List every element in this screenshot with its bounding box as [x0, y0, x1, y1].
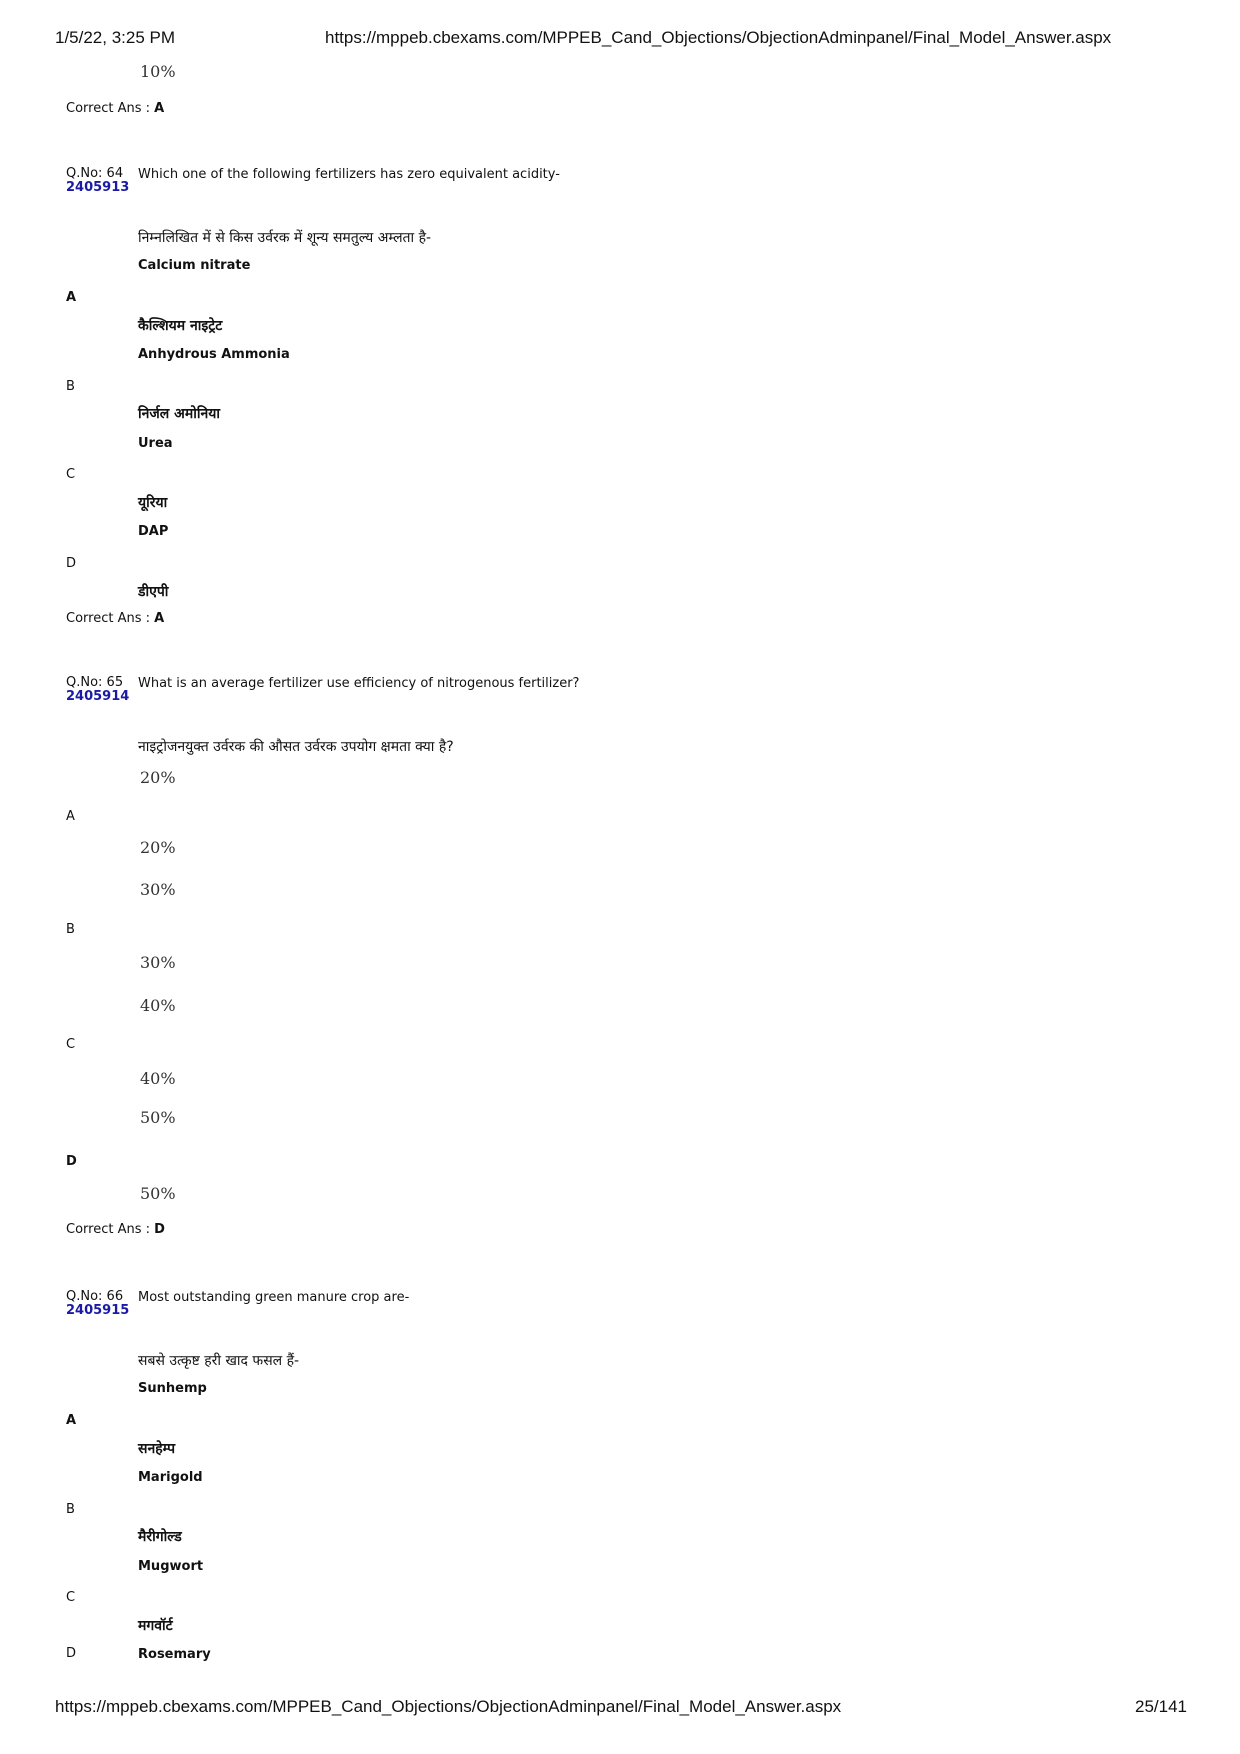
print-url: https://mppeb.cbexams.com/MPPEB_Cand_Objections/ObjectionAdminpanel/Final_Model_Answer.aspx — [325, 28, 1112, 47]
option-d-hi: 50% — [140, 1184, 176, 1203]
option-c-hi: मगवॉर्ट — [138, 1618, 173, 1634]
option-a-hi: 20% — [140, 838, 176, 857]
option-c-en: Mugwort — [138, 1559, 204, 1574]
print-datetime: 1/5/22, 3:25 PM — [55, 28, 176, 47]
option-d-en: 50% — [140, 1108, 176, 1127]
option-c-en: Urea — [138, 436, 173, 451]
q64-correct-answer — [66, 611, 164, 626]
question-text-hi: निम्नलिखित में से किस उर्वरक में शून्य समतुल्य अम्लता है- — [138, 230, 432, 246]
question-text-en: What is an average fertilizer use efficiency of nitrogenous fertilizer? — [138, 676, 580, 691]
option-letter-a: A — [66, 1413, 77, 1428]
question-number: Q.No: 65 — [66, 675, 124, 690]
question-id: 2405913 — [66, 180, 130, 195]
option-a-hi: कैल्शियम नाइट्रेट — [138, 318, 223, 334]
option-c-en: 40% — [140, 996, 176, 1015]
option-d-en: Rosemary — [138, 1647, 211, 1662]
option-d-hi: डीएपी — [138, 584, 169, 600]
option-letter-d: D — [66, 556, 77, 571]
option-b-hi: 30% — [140, 953, 176, 972]
option-b-en: 30% — [140, 880, 176, 899]
correct-ans-label: Correct Ans : — [66, 1222, 150, 1237]
option-c-hi: 40% — [140, 1069, 176, 1088]
option-letter-c: C — [66, 1590, 76, 1605]
question-text-hi: सबसे उत्कृष्ट हरी खाद फसल हैं- — [138, 1353, 300, 1369]
q65-correct-answer — [66, 1222, 165, 1237]
question-number: Q.No: 66 — [66, 1289, 124, 1304]
footer-url: https://mppeb.cbexams.com/MPPEB_Cand_Objections/ObjectionAdminpanel/Final_Model_Answer.aspx — [55, 1697, 842, 1716]
option-a-hi: सनहेम्प — [138, 1441, 176, 1457]
option-b-hi: मैरीगोल्ड — [138, 1529, 182, 1545]
page-number: 25/141 — [1135, 1697, 1187, 1716]
prev-option-value: 10% — [140, 62, 176, 81]
question-text-hi: नाइट्रोजनयुक्त उर्वरक की औसत उर्वरक उपयोग क्षमता क्या है? — [138, 739, 454, 755]
correct-ans-label: Correct Ans : — [66, 611, 150, 626]
option-a-en: 20% — [140, 768, 176, 787]
option-a-en: Calcium nitrate — [138, 258, 251, 273]
option-letter-d: D — [66, 1646, 77, 1661]
option-letter-a: A — [66, 809, 75, 824]
option-letter-c: C — [66, 1037, 76, 1052]
option-letter-b: B — [66, 379, 75, 394]
question-number: Q.No: 64 — [66, 166, 124, 181]
question-id: 2405915 — [66, 1303, 130, 1318]
option-letter-d: D — [66, 1154, 77, 1169]
option-letter-c: C — [66, 467, 76, 482]
option-b-en: Marigold — [138, 1470, 203, 1485]
correct-ans-value: D — [154, 1222, 165, 1237]
option-d-en: DAP — [138, 524, 169, 539]
option-c-hi: यूरिया — [138, 495, 168, 511]
option-letter-a: A — [66, 290, 77, 305]
question-id: 2405914 — [66, 689, 130, 704]
prev-correct-answer — [66, 101, 164, 116]
option-a-en: Sunhemp — [138, 1381, 207, 1396]
correct-ans-value: A — [154, 611, 165, 626]
question-text-en: Most outstanding green manure crop are- — [138, 1290, 410, 1305]
option-b-hi: निर्जल अमोनिया — [138, 406, 220, 422]
correct-ans-label: Correct Ans : — [66, 101, 150, 116]
option-letter-b: B — [66, 922, 75, 937]
option-b-en: Anhydrous Ammonia — [138, 347, 290, 362]
option-letter-b: B — [66, 1502, 75, 1517]
correct-ans-value: A — [154, 101, 165, 116]
question-text-en: Which one of the following fertilizers has zero equivalent acidity- — [138, 167, 560, 182]
